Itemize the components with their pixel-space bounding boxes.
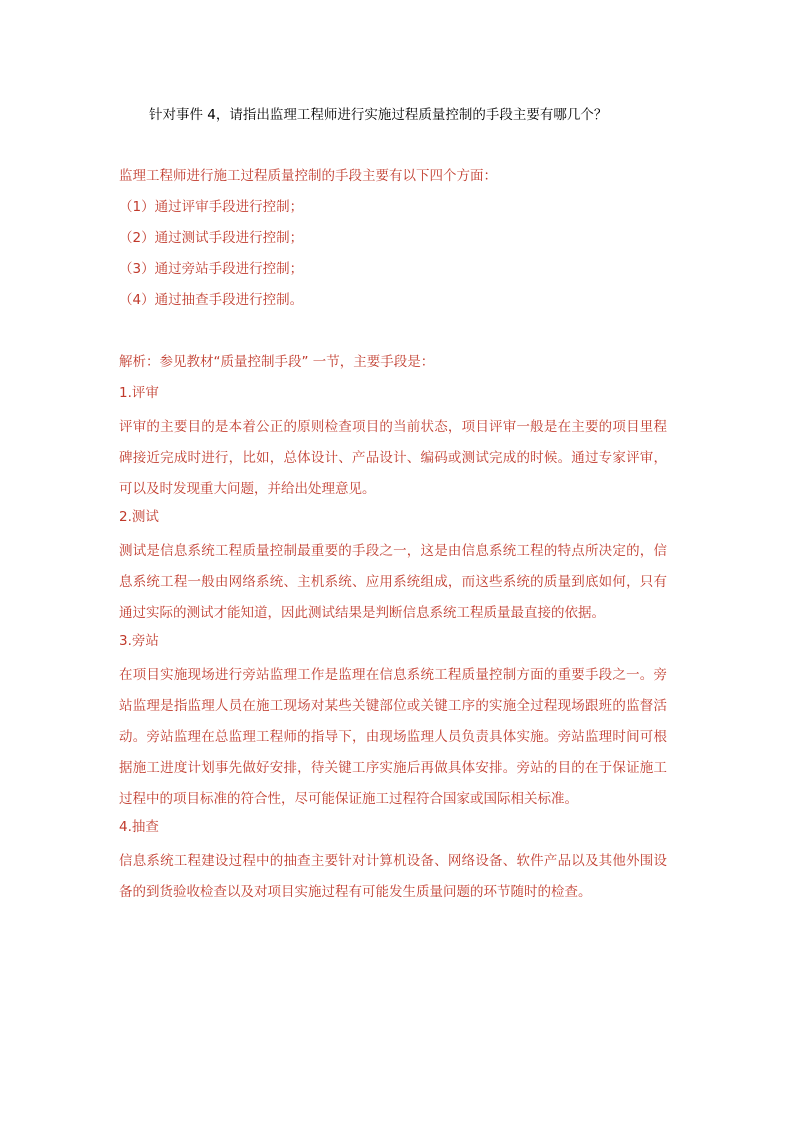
section-heading: 1.评审 bbox=[119, 385, 159, 401]
answer-block bbox=[119, 164, 679, 908]
question-text: 针对事件 4，请指出监理工程师进行实施过程质量控制的手段主要有哪几个？ bbox=[149, 107, 608, 123]
section-body: 信息系统工程建设过程中的抽查主要针对计算机设备、网络设备、软件产品以及其他外围设备的到货验收检查以及对项目实施过程有可能发生质量问题的环节随时的检查。 bbox=[119, 853, 667, 900]
answer-item: （3）通过旁站手段进行控制； bbox=[119, 261, 304, 277]
section-heading: 3.旁站 bbox=[119, 633, 159, 649]
answer-item: （2）通过测试手段进行控制； bbox=[119, 230, 304, 246]
section-heading: 2.测试 bbox=[119, 509, 159, 525]
section-body: 评审的主要目的是本着公正的原则检查项目的当前状态，项目评审一般是在主要的项目里程碑接近完成时进行，比如，总体设计、产品设计、编码或测试完成的时候。通过专家评审，可以及时发现重大问题，并给出处理意见。 bbox=[119, 419, 667, 497]
answer-intro: 监理工程师进行施工过程质量控制的手段主要有以下四个方面： bbox=[119, 168, 497, 184]
section-heading: 4.抽查 bbox=[119, 819, 159, 835]
answer-item: （4）通过抽查手段进行控制。 bbox=[119, 292, 304, 308]
analysis-intro: 解析：参见教材“质量控制手段” 一节，主要手段是： bbox=[119, 354, 435, 370]
answer-item: （1）通过评审手段进行控制； bbox=[119, 199, 304, 215]
section-body: 测试是信息系统工程质量控制最重要的手段之一，这是由信息系统工程的特点所决定的，信息系统工程一般由网络系统、主机系统、应用系统组成，而这些系统的质量到底如何，只有通过实际的测试才能知道，因此测试结果是判断信息系统工程质量最直接的依据。 bbox=[119, 543, 667, 621]
section-body: 在项目实施现场进行旁站监理工作是监理在信息系统工程质量控制方面的重要手段之一。旁站监理是指监理人员在施工现场对某些关键部位或关键工序的实施全过程现场跟班的监督活动。旁站监理在总监理工程师的指导下，由现场监理人员负责具体实施。旁站监理时间可根据施工进度计划事先做好安排，待关键工序实施后再做具体安排。旁站的目的在于保证施工过程中的项目标准的符合性，尽可能保证施工过程符合国家或国际相关标准。 bbox=[119, 667, 667, 807]
